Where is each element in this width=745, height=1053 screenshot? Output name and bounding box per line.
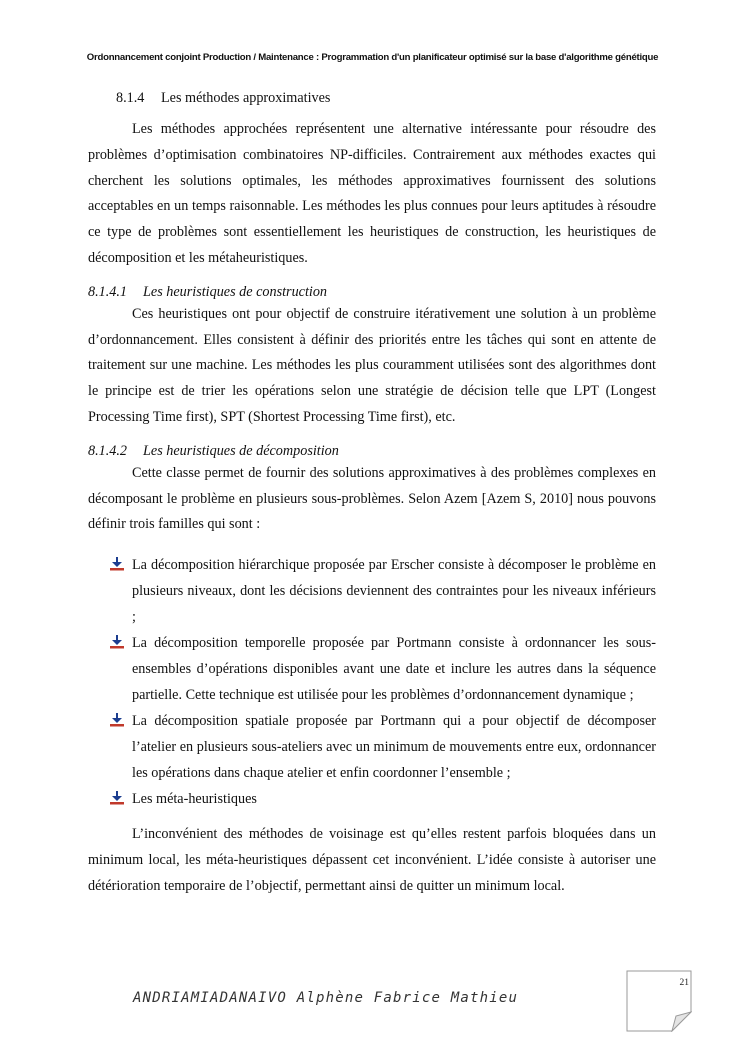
page-body: [88, 84, 656, 900]
decomposition-list: [88, 552, 656, 812]
arrow-bullet-icon: [110, 557, 124, 571]
list-item: La décomposition hiérarchique proposée par Erscher consiste à décomposer le problème en plusieurs niveaux, dont les décisions deviennent des contraintes pour les niveaux inférieurs ;: [132, 552, 656, 630]
section-title: Les méthodes approximatives: [161, 90, 331, 106]
list-item: La décomposition spatiale proposée par Portmann qui a pour objectif de décomposer l’atelier en plusieurs sous-ateliers avec un minimum de mouvements entre eux, ordonnancer les opérations dans chaque atelier et enfin coordonner l’ensemble ;: [132, 708, 656, 786]
construction-paragraph: Ces heuristiques ont pour objectif de construire itérativement une solution à un problème d’ordonnancement. Elles consistent à définir des priorités entre les tâches qui sont en attente de traitement sur une machine. Les méthodes les plus couramment utilisées sont des algorithmes dont le principe est de trier les opérations selon une stratégie de décision telle que LPT (Longest Processing Time first), SPT (Shortest Processing Time first), etc.: [88, 305, 656, 425]
page-number: 21: [679, 978, 689, 988]
subsection-title: Les heuristiques de décomposition: [143, 442, 339, 459]
arrow-bullet-icon: [110, 713, 124, 727]
author-signature: ANDRIAMIADANAIVO Alphène Fabrice Mathieu: [133, 990, 519, 1006]
running-header: Ordonnancement conjoint Production / Maintenance : Programmation d'un planificateur optimisé sur la base d'algorithme génétique: [86, 52, 659, 63]
subsection-number: 8.1.4.1: [88, 283, 128, 300]
list-item: Les méta-heuristiques: [132, 786, 656, 812]
subsection-title: Les heuristiques de construction: [143, 283, 328, 300]
section-intro-paragraph: Les méthodes approchées représentent une alternative intéressante pour résoudre des problèmes d’optimisation combinatoires NP-difficiles. Contrairement aux méthodes exactes qui cherchent les solutions optimales, les méthodes approximatives fournissent des solutions acceptables en un temps raisonnable. Les méthodes les plus connues pour leurs aptitudes à résoudre ce type de problèmes sont essentiellement les heuristiques de construction, les heuristiques de décomposition et les métaheuristiques.: [88, 121, 656, 266]
section-heading: [116, 86, 656, 111]
arrow-bullet-icon: [110, 791, 124, 805]
list-item: La décomposition temporelle proposée par Portmann consiste à ordonnancer les sous-ensembles d’opérations disponibles avant une date et inclure les autres dans la séquence partielle. Cette technique est utilisée pour les problèmes d’ordonnancement dynamique ;: [132, 630, 656, 708]
subsection-heading-construction: [88, 282, 656, 302]
arrow-bullet-icon: [110, 635, 124, 649]
decomposition-paragraph: Cette classe permet de fournir des solutions approximatives à des problèmes complexes en décomposant le problème en plusieurs sous-problèmes. Selon Azem [Azem S, 2010] nous pouvons définir trois familles qui sont :: [88, 464, 656, 533]
subsection-number: 8.1.4.2: [88, 442, 128, 459]
subsection-heading-decomposition: [88, 441, 656, 461]
section-number: 8.1.4: [116, 90, 145, 106]
closing-paragraph: L’inconvénient des méthodes de voisinage est qu’elles restent parfois bloquées dans un minimum local, les méta-heuristiques dépassent cet inconvénient. L’idée consiste à autoriser une détérioration temporaire de l’objectif, permettant ainsi de quitter un minimum local.: [88, 826, 656, 894]
